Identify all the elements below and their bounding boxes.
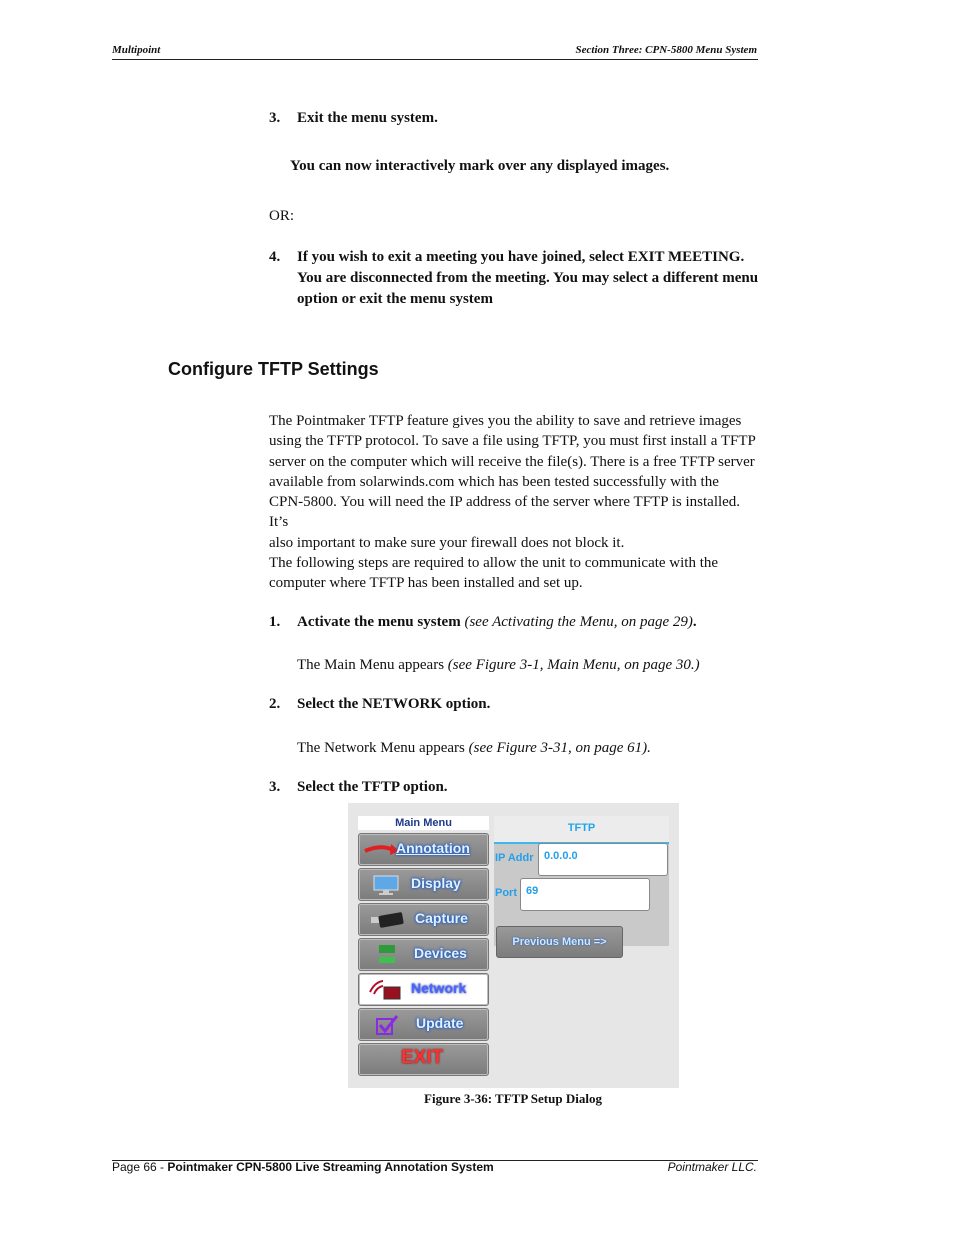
- text-line: server on the computer which will receive the file(s). There is a free TFTP server: [269, 453, 755, 470]
- menu-button-network[interactable]: [358, 973, 489, 1006]
- tftp-panel: [494, 816, 669, 946]
- step-1-note: [297, 657, 700, 674]
- menu-label: Capture: [415, 910, 468, 926]
- menu-button-display[interactable]: [358, 868, 489, 901]
- section-title: Configure TFTP Settings: [168, 359, 379, 379]
- menu-label: Network: [411, 980, 467, 996]
- step-number: 2.: [269, 696, 281, 712]
- text-line: available from solarwinds.com which has been tested successfully with the: [269, 473, 719, 490]
- devices-icon: [377, 943, 399, 967]
- port-label: Port: [495, 887, 517, 899]
- figure-caption: Figure 3-36: TFTP Setup Dialog: [424, 1091, 602, 1106]
- step-bold-text: Select the NETWORK option.: [297, 696, 491, 712]
- ip-address-field[interactable]: 0.0.0.0: [538, 843, 668, 876]
- step-2-network: [269, 696, 490, 713]
- text-line: using the TFTP protocol. To save a file using TFTP, you must first install a TFTP: [269, 433, 756, 450]
- footer-left: [112, 1160, 494, 1174]
- paragraph-steps-intro: [269, 553, 759, 594]
- menu-label: Update: [416, 1015, 464, 1031]
- step-2-note: [297, 740, 651, 757]
- step-bold-text: Activate the menu system: [297, 614, 461, 630]
- note-mark-images: You can now interactively mark over any displayed images.: [290, 158, 670, 174]
- paragraph-tftp-intro: [269, 411, 759, 553]
- network-icon: [367, 978, 403, 1002]
- port-field[interactable]: 69: [520, 878, 650, 911]
- text-line: computer where TFTP has been installed and set up.: [269, 575, 583, 592]
- menu-label: Devices: [414, 945, 467, 961]
- step-number: 3.: [269, 110, 281, 126]
- menu-button-annotation[interactable]: [358, 833, 489, 866]
- header-right: Section Three: CPN-5800 Menu System: [575, 44, 757, 56]
- note-text: The Network Menu appears: [297, 740, 469, 756]
- previous-menu-button[interactable]: Previous Menu =>: [496, 926, 623, 958]
- text-line: The Pointmaker TFTP feature gives you the ability to save and retrieve images: [269, 413, 742, 429]
- footer-company: Pointmaker LLC.: [667, 1160, 757, 1174]
- header-rule: [112, 59, 758, 60]
- step-line-3: option or exit the menu system: [297, 291, 493, 307]
- footer-doc-title: Pointmaker CPN-5800 Live Streaming Annotation System: [167, 1160, 494, 1174]
- step-1-activate: [269, 614, 697, 631]
- step-4-exit-meeting: [269, 247, 758, 310]
- step-number: 4.: [269, 249, 281, 265]
- step-line-2: You are disconnected from the meeting. You may select a different menu: [297, 270, 759, 286]
- tftp-setup-figure: [348, 803, 679, 1088]
- checkbox-icon: [375, 1014, 399, 1036]
- note-text: The Main Menu appears: [297, 657, 448, 673]
- menu-label: Annotation: [396, 840, 470, 856]
- step-3-exit: [269, 110, 438, 127]
- tftp-title: TFTP: [494, 816, 669, 844]
- step-3-tftp: [269, 779, 448, 796]
- menu-button-update[interactable]: [358, 1008, 489, 1041]
- text-line: CPN-5800. You will need the IP address of the server where TFTP is installed. It’s: [269, 494, 741, 531]
- cross-reference: (see Figure 3-31, on page 61).: [468, 740, 651, 756]
- cross-reference: (see Figure 3-1, Main Menu, on page 30.): [447, 657, 700, 673]
- usb-drive-icon: [369, 912, 405, 928]
- arrow-icon: [363, 842, 399, 858]
- step-number: 3.: [269, 779, 281, 795]
- ip-address-label: IP Addr: [495, 852, 534, 864]
- text-line: The following steps are required to allow the unit to communicate with the: [269, 555, 719, 571]
- step-text: Exit the menu system.: [297, 110, 438, 126]
- cross-reference: (see Activating the Menu, on page 29): [464, 614, 693, 630]
- menu-label: Display: [411, 875, 461, 891]
- monitor-icon: [373, 875, 399, 895]
- main-menu-title: Main Menu: [358, 816, 489, 830]
- step-end: .: [692, 614, 697, 630]
- text-line: also important to make sure your firewall does not block it.: [269, 534, 625, 551]
- page-number: Page 66 -: [112, 1160, 168, 1174]
- step-line-1: If you wish to exit a meeting you have joined, select EXIT MEETING.: [297, 249, 745, 265]
- menu-button-devices[interactable]: [358, 938, 489, 971]
- menu-button-capture[interactable]: [358, 903, 489, 936]
- step-bold-text: Select the TFTP option.: [297, 779, 448, 795]
- header-left: Multipoint: [112, 44, 161, 56]
- step-number: 1.: [269, 614, 281, 630]
- exit-label: EXIT: [401, 1047, 444, 1068]
- menu-button-exit[interactable]: [358, 1043, 489, 1076]
- or-text: OR:: [269, 208, 295, 224]
